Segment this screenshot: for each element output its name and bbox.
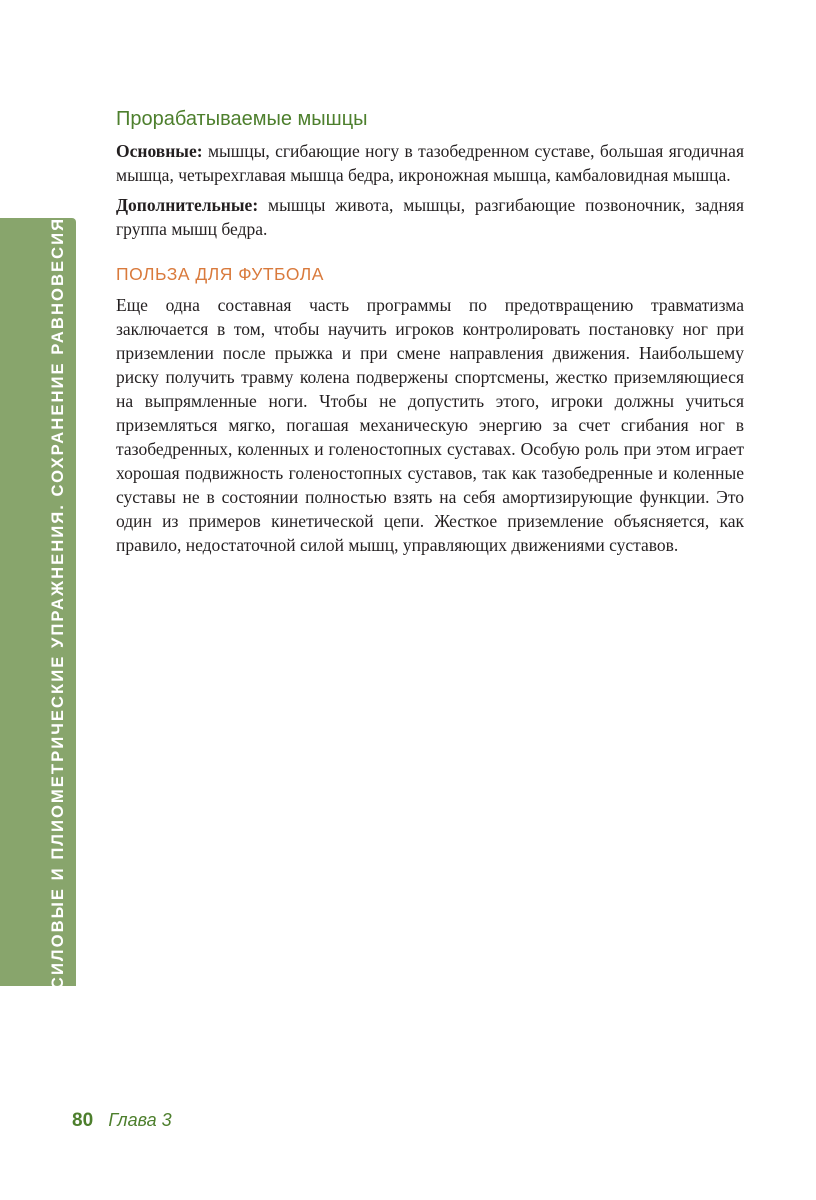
benefit-paragraph: Еще одна составная часть программы по предотвращению травматизма заключается в том, чтобы научить игроков контролировать постановку ног при приземлении после прыжка и при смене направления движения. Наибольшему риску получить травму колена подвержены спортсмены, жестко приземляющиеся на выпрямленные ноги. Чтобы не допустить этого, игроки должны учиться приземляться мягко, погашая механическую энергию за счет сгибания ног в тазобедренных, коленных и голеностопных суставах. Особую роль при этом играет хорошая подвижность голеностопных суставов, так как тазобедренные и коленные суставы не в состоянии полностью взять на себя амортизирующие функции. Это один из примеров кинетической цепи. Жесткое приземление объясняется, как правило, недостаточной силой мышц, управляющих движениями суставов. xyxy=(116,295,744,555)
secondary-muscles-paragraph xyxy=(116,193,744,241)
page-footer xyxy=(72,1110,172,1132)
chapter-side-tab-text: СИЛОВЫЕ И ПЛИОМЕТРИЧЕСКИЕ УПРАЖНЕНИЯ. СОХРАНЕНИЕ РАВНОВЕСИЯ xyxy=(48,216,67,990)
secondary-muscles-label: Дополнительные: xyxy=(116,195,259,215)
secondary-muscles-text: мышцы живота, мышцы, разгибающие позвоночник, задняя группа мышц бедра. xyxy=(116,195,744,239)
page-content xyxy=(116,104,744,563)
chapter-label: Глава 3 xyxy=(108,1110,172,1130)
primary-muscles-text: мышцы, сгибающие ногу в тазобедренном суставе, большая ягодичная мышца, четырехглавая мышца бедра, икроножная мышца, камбаловидная мышца. xyxy=(116,141,744,185)
muscles-heading: Прорабатываемые мышцы xyxy=(116,108,368,130)
primary-muscles-label: Основные: xyxy=(116,141,203,161)
benefit-heading: ПОЛЬЗА ДЛЯ ФУТБОЛА xyxy=(116,264,324,284)
primary-muscles-paragraph xyxy=(116,139,744,187)
page-number: 80 xyxy=(72,1110,94,1131)
